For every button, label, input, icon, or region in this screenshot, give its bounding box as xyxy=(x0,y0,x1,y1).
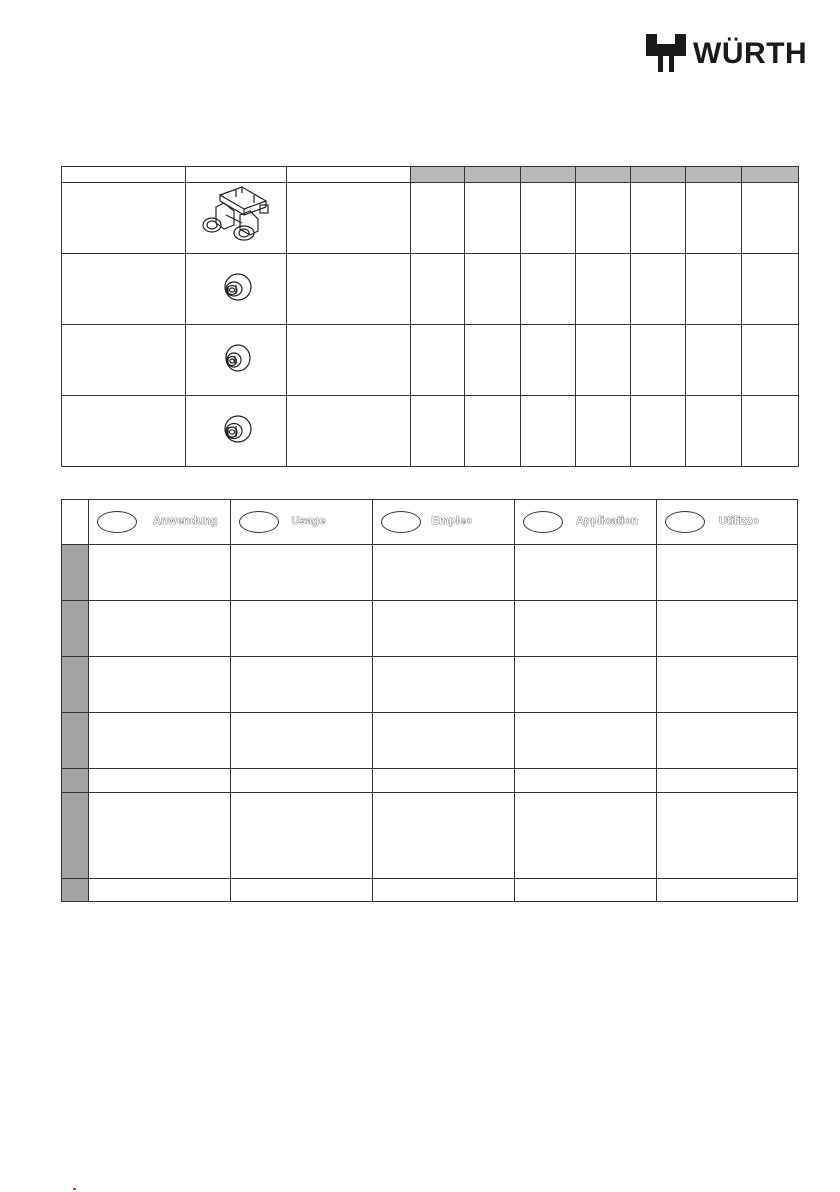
header-cell-shaded xyxy=(631,167,686,183)
parts-table xyxy=(61,166,799,467)
column-header xyxy=(88,500,230,545)
header-cell-shaded xyxy=(686,167,742,183)
table-row xyxy=(62,325,799,396)
table-row xyxy=(62,183,799,254)
table-row xyxy=(62,545,798,601)
header-cell xyxy=(286,167,410,183)
header-cell-shaded xyxy=(521,167,576,183)
column-header xyxy=(657,500,798,545)
column-header xyxy=(230,500,372,545)
table-row xyxy=(62,769,798,793)
print-mark xyxy=(73,1188,76,1190)
table-row xyxy=(62,396,799,467)
oval-marker xyxy=(381,511,421,533)
header-cell-shaded xyxy=(465,167,521,183)
wurth-logo-icon xyxy=(644,34,688,74)
column-header xyxy=(372,500,515,545)
row-marker xyxy=(62,769,89,793)
column-label-es: Empleo xyxy=(431,514,473,527)
oval-marker xyxy=(523,511,563,533)
table-row xyxy=(62,713,798,769)
column-label-en: Usage xyxy=(291,514,326,527)
fitting-adapter-image xyxy=(218,411,254,447)
header-cell xyxy=(62,167,186,183)
brand-name: WÜRTH xyxy=(693,37,808,70)
column-label-fr: Application xyxy=(576,514,639,527)
twin-adapter-image xyxy=(196,185,276,247)
row-marker xyxy=(62,545,89,601)
oval-marker xyxy=(97,511,137,533)
row-marker xyxy=(62,793,89,879)
row-marker xyxy=(62,601,89,657)
table-row xyxy=(62,793,798,879)
brand-logo xyxy=(644,34,816,76)
row-marker xyxy=(62,879,89,902)
table-row xyxy=(62,601,798,657)
header-cell-shaded xyxy=(742,167,799,183)
header-cell-shaded xyxy=(576,167,631,183)
parts-table-header xyxy=(62,167,799,183)
header-cell-shaded xyxy=(410,167,465,183)
column-header xyxy=(515,500,657,545)
row-marker xyxy=(62,713,89,769)
column-label-it: Utilizzo xyxy=(718,514,759,527)
table-row xyxy=(62,254,799,325)
header-cell xyxy=(185,167,286,183)
table-row xyxy=(62,879,798,902)
fitting-adapter-image xyxy=(218,340,254,376)
column-label-de: Anwendung xyxy=(153,514,218,527)
oval-marker xyxy=(239,511,279,533)
row-marker xyxy=(62,657,89,713)
usage-table xyxy=(61,499,798,902)
fitting-adapter-image xyxy=(218,269,254,305)
table-row xyxy=(62,657,798,713)
usage-table-header xyxy=(62,500,798,545)
oval-marker xyxy=(665,511,705,533)
